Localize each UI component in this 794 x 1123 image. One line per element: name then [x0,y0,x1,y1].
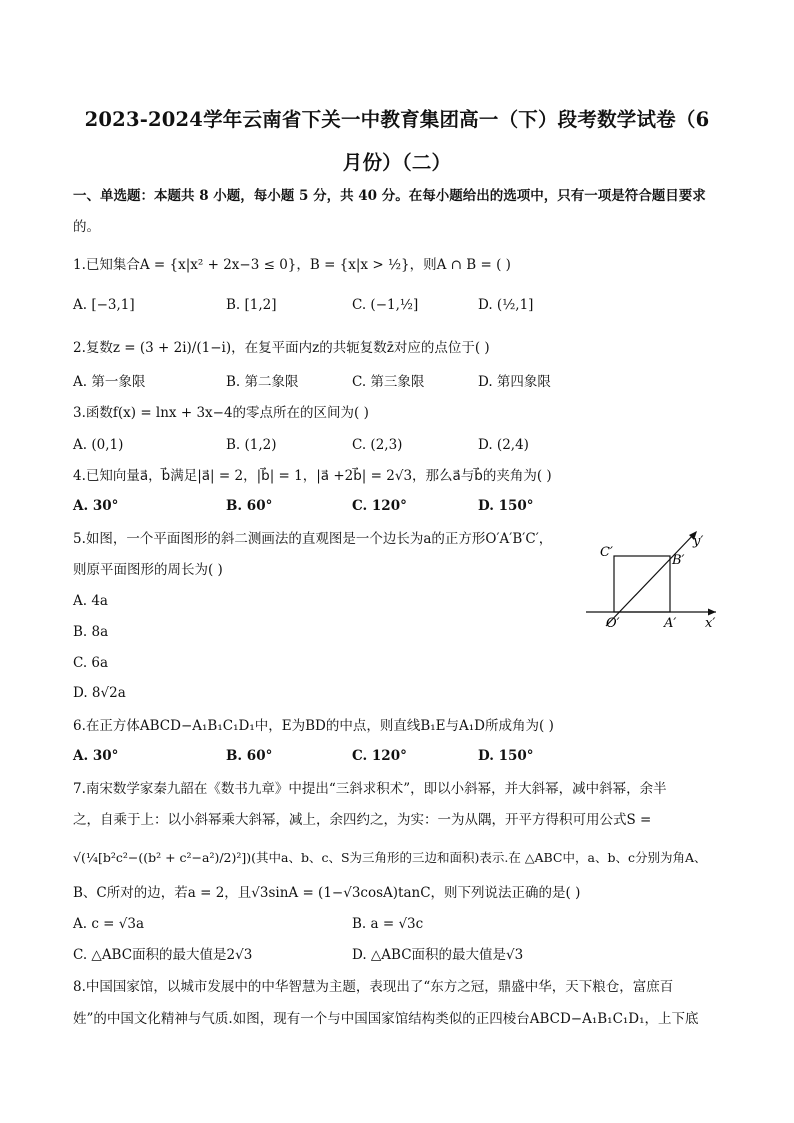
question-7-stem-line-4: B、C所对的边，若a = 2，且√3sinA = (1−√3cosA)tanC，则下列说法正确的是( ) [73,885,581,901]
question-7-option-c: C. △ABC面积的最大值是2√3 [73,947,253,963]
question-2-option-d: D. 第四象限 [478,374,551,390]
question-3-option-b: B. (1,2) [226,437,277,453]
question-5-option-b: B. 8a [73,624,109,640]
question-2-option-a: A. 第一象限 [73,374,146,390]
question-5-stem-line-1: 5.如图，一个平面图形的斜二测画法的直观图是一个边长为a的正方形O′A′B′C′， [73,531,553,547]
question-7-stem-line-3: √(¼[b²c²−((b² + c²−a²)/2)²])(其中a、b、c、S为三角形的三边和面积)表示.在 △ABC中，a、b、c分别为角A、 [73,850,707,865]
question-8-stem-line-1: 8.中国国家馆，以城市发展中的中华智慧为主题，表现出了“东方之冠，鼎盛中华，天下粮仓，富庶百 [73,979,674,995]
question-3-option-c: C. (2,3) [352,437,403,453]
question-1-option-c: C. (−1,½] [352,297,419,313]
question-1-stem: 1.已知集合A = {x|x² + 2x−3 ≤ 0}，B = {x|x > ½}，则A ∩ B = ( ) [73,257,511,273]
x-axis-arrow-icon [708,609,716,616]
question-6-option-c: C. 120° [352,748,407,764]
oblique-square-figure [584,526,724,632]
exam-title-line-1: 2023-2024学年云南省下关一中教育集团高一（下）段考数学试卷（6 [84,108,710,131]
question-5-option-c: C. 6a [73,655,109,671]
label-x-axis: x′ [705,616,716,631]
section-heading-line-2: 的。 [73,219,100,235]
question-4-option-b: B. 60° [226,498,273,514]
question-4-option-d: D. 150° [478,498,534,514]
question-7-option-d: D. △ABC面积的最大值是√3 [352,947,524,963]
question-2-option-c: C. 第三象限 [352,374,425,390]
question-5-stem-line-2: 则原平面图形的周长为( ) [73,562,223,578]
question-3-stem: 3.函数f(x) = lnx + 3x−4的零点所在的区间为( ) [73,405,369,421]
question-7-option-b: B. a = √3c [352,916,424,932]
question-6-stem: 6.在正方体ABCD−A₁B₁C₁D₁中，E为BD的中点，则直线B₁E与A₁D所成角为( ) [73,718,554,734]
question-5-option-d: D. 8√2a [73,685,126,701]
label-origin: O′ [606,616,620,631]
question-3-option-a: A. (0,1) [73,437,124,453]
question-4-option-c: C. 120° [352,498,407,514]
question-2-option-b: B. 第二象限 [226,374,299,390]
question-1-option-b: B. [1,2] [226,297,277,313]
question-7-stem-line-2: 之，自乘于上：以小斜幂乘大斜幂，减上，余四约之，为实：一为从隅，开平方得积可用公式S = [73,812,652,828]
question-5-option-a: A. 4a [73,593,108,609]
question-6-option-d: D. 150° [478,748,534,764]
question-2-stem: 2.复数z = (3 + 2i)/(1−i)，在复平面内z的共轭复数z̄对应的点位于( ) [73,340,490,356]
label-b: B′ [672,553,685,568]
question-3-option-d: D. (2,4) [478,437,529,453]
label-a: A′ [664,616,677,631]
exam-title-line-2: 月份）（二） [342,151,452,174]
question-1-option-d: D. (½,1] [478,297,534,313]
question-4-option-a: A. 30° [73,498,119,514]
square-o-a-b-c [614,556,670,612]
question-8-stem-line-2: 姓”的中国文化精神与气质.如图，现有一个与中国国家馆结构类似的正四棱台ABCD−A₁B₁C₁D₁，上下底 [73,1011,699,1027]
question-6-option-a: A. 30° [73,748,119,764]
question-7-stem-line-1: 7.南宋数学家秦九韶在《数书九章》中提出“三斜求积术”，即以小斜幂，并大斜幂，减中斜幂，余半 [73,781,667,797]
question-4-stem: 4.已知向量a⃗，b⃗满足|a⃗| = 2，|b⃗| = 1，|a⃗ +2b⃗| = 2√3，那么a⃗与b⃗的夹角为( ) [73,468,552,484]
section-heading-line-1: 一、单选题：本题共 8 小题，每小题 5 分，共 40 分。在每小题给出的选项中，只有一项是符合题目要求 [73,188,706,204]
label-y-axis: y′ [693,534,704,549]
question-7-option-a: A. c = √3a [73,916,145,932]
question-6-option-b: B. 60° [226,748,273,764]
question-1-option-a: A. [−3,1] [73,297,135,313]
label-c: C′ [600,545,613,560]
